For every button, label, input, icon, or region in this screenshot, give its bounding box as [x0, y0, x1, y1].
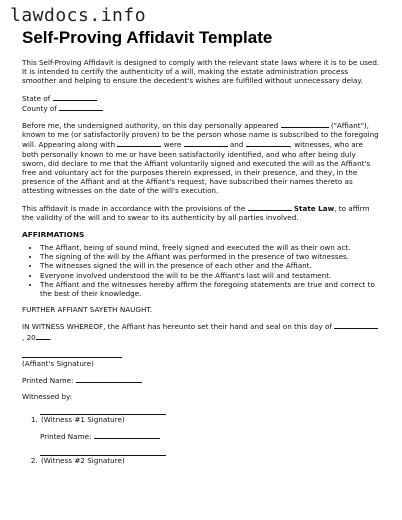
further-affiant-text: FURTHER AFFIANT SAYETH NAUGHT.: [22, 305, 153, 315]
state-line: [22, 93, 380, 103]
intro-paragraph: This Self-Proving Affidavit is designed to comply with the relevant state laws where it is to be used. It is intended to certify the authenticity of a will, making the estate administration process smoother and helping to ensure the decedent's wishes are fulfilled without unnecessary delay.: [22, 58, 380, 86]
witness-one-blank[interactable]: [184, 139, 228, 147]
affirmations-list: [22, 243, 380, 298]
state-label: State of: [22, 93, 51, 103]
witness-1-signature-line[interactable]: [40, 406, 166, 415]
witness-1-signature-label: 1. (Witness #1 Signature): [41, 415, 125, 425]
witness-1-printed-name-blank[interactable]: [94, 431, 160, 439]
affirmations-heading: AFFIRMATIONS: [22, 230, 85, 240]
state-law-blank[interactable]: [248, 203, 292, 211]
witness-1-printed-name-line: [40, 431, 380, 441]
day-blank[interactable]: [334, 321, 378, 329]
witnessed-by-label: Witnessed by:: [22, 392, 73, 402]
year-blank[interactable]: [36, 332, 53, 342]
body-paragraph: [22, 120, 380, 196]
witness-two-blank[interactable]: [246, 139, 290, 147]
state-law-label: State Law: [293, 203, 335, 213]
state-blank[interactable]: [53, 93, 97, 101]
witness-1-printed-name-label: Printed Name:: [40, 431, 92, 441]
witness-whereof-paragraph: [22, 321, 380, 341]
witness-2-signature-line[interactable]: [40, 447, 166, 456]
site-logo-text: lawdocs.info: [10, 5, 147, 26]
body-text-3: were: [163, 140, 182, 150]
witness-item: [40, 406, 380, 440]
affiant-name-blank[interactable]: [281, 120, 329, 128]
witness-whereof-text-3: .: [49, 332, 53, 342]
affirmation-item: • The signing of the will by the Affiant was performed in the presence of two witnesses.: [40, 252, 380, 261]
body-text-5: , witnesses, who are both personally known to me or have been satisfactorily identified, and who after being duly sworn, did declare to me that the Affiant voluntarily signed and executed the will as the Affiant's free and voluntary act for the purposes therein expressed, in their presence, and they, in the presence of the Affiant and at the Affiant's request, have subscribed their names thereto as attesting witnesses on the date of the will's execution.: [22, 140, 371, 196]
affiant-printed-name-line: [22, 375, 380, 385]
affirmation-item: • Everyone involved understood the will to be the Affiant's last will and testament.: [40, 271, 380, 280]
law-paragraph: [22, 203, 380, 222]
law-text-1: This affidavit is made in accordance with the provisions of the: [22, 203, 246, 213]
affirmation-item: • The witnesses signed the will in the presence of each other and the Affiant.: [40, 261, 380, 270]
body-text-1: Before me, the undersigned authority, on this day personally appeared: [22, 121, 279, 131]
affirmation-item: • The Affiant, being of sound mind, freely signed and executed the will as their own act.: [40, 243, 380, 252]
witness-item: [40, 447, 380, 465]
document-title: Self-Proving Affidavit Template: [22, 28, 273, 47]
witness-whereof-text-1: IN WITNESS WHEREOF, the Affiant has hereunto set their hand and seal on this day of: [22, 322, 332, 332]
affiant-signature-line[interactable]: [22, 349, 122, 358]
affirmation-item: • The Affiant and the witnesses hereby affirm the foregoing statements are true and correct to the best of their knowledge.: [40, 280, 380, 298]
witness-whereof-text-2: , 20: [22, 332, 36, 342]
witness-names-blank[interactable]: [117, 139, 161, 147]
affiant-printed-name-blank[interactable]: [76, 375, 142, 383]
witness-2-signature-label: 2. (Witness #2 Signature): [41, 455, 125, 465]
body-text-2: ("Affiant"), known to me (or satisfactorily proven) to be the person whose name is subscribed to the foregoing will. Appearing along with: [22, 121, 379, 150]
county-label: County of: [22, 103, 57, 113]
law-text-2: , to affirm the validity of the will and to swear to its authenticity by all parties involved.: [22, 203, 370, 222]
witness-list: [22, 406, 380, 465]
body-text-4: and: [229, 140, 244, 150]
county-line: [22, 103, 380, 113]
county-blank[interactable]: [59, 103, 103, 111]
affiant-signature-label: (Affiant's Signature): [22, 358, 94, 368]
printed-name-label: Printed Name:: [22, 376, 74, 386]
